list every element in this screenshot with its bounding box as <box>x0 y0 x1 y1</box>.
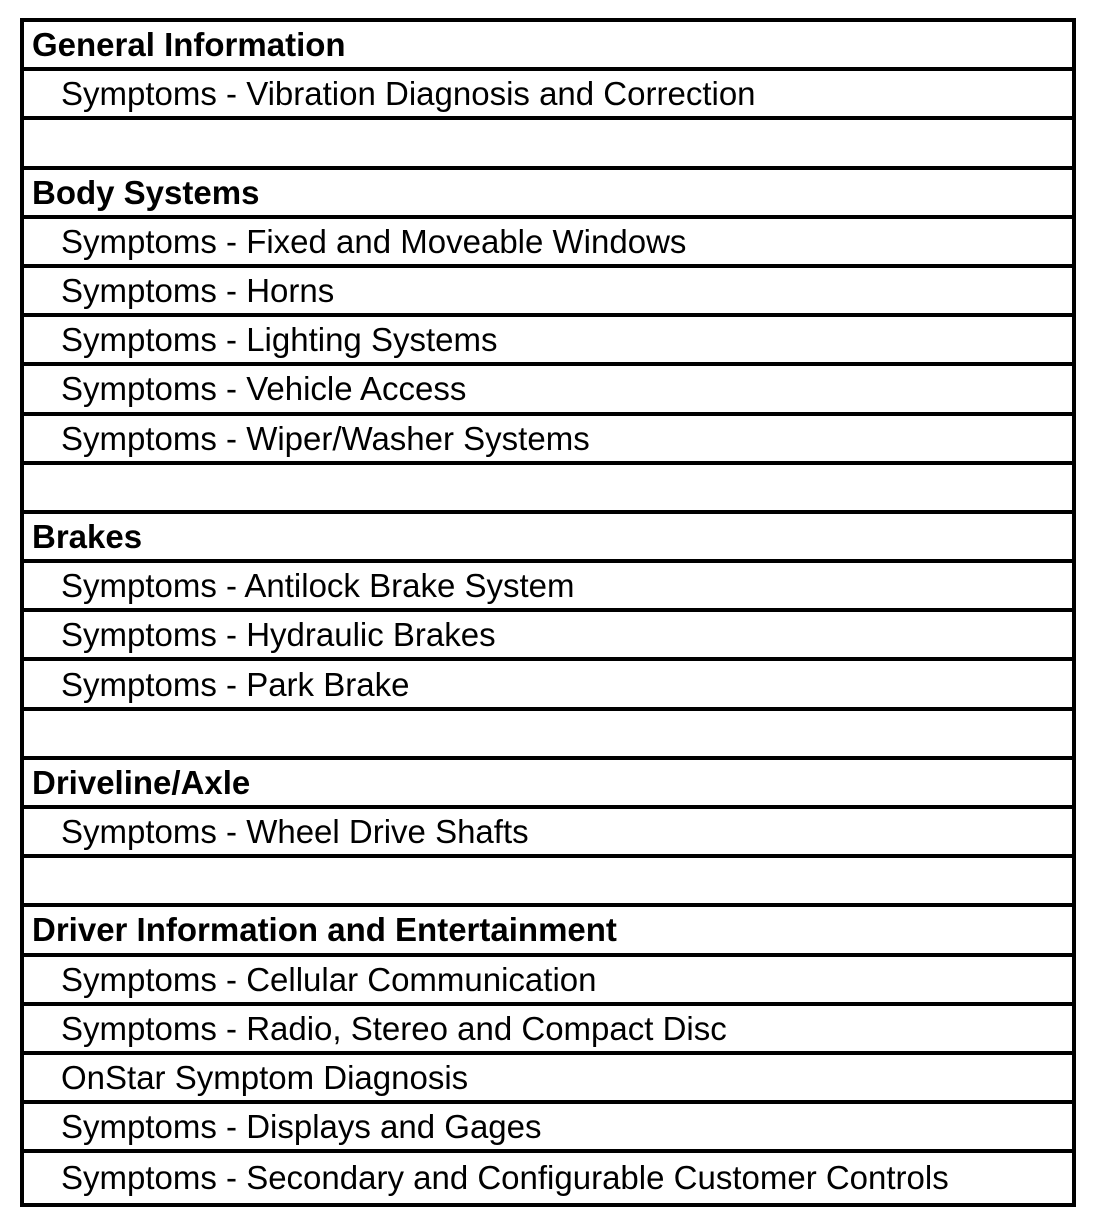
symptom-item: Symptoms - Displays and Gages <box>24 1104 1072 1153</box>
section-heading: Brakes <box>24 514 1072 563</box>
blank-row <box>24 711 1072 760</box>
blank-row <box>24 858 1072 907</box>
symptom-item: Symptoms - Secondary and Configurable Customer Controls <box>61 1159 949 1197</box>
symptom-item: Symptoms - Vibration Diagnosis and Correction <box>24 71 1072 120</box>
symptom-item: OnStar Symptom Diagnosis <box>24 1055 1072 1104</box>
section-heading: Body Systems <box>24 170 1072 219</box>
section-heading: Driver Information and Entertainment <box>24 907 1072 956</box>
symptom-item: Symptoms - Horns <box>24 268 1072 317</box>
section-heading: Driveline/Axle <box>24 760 1072 809</box>
symptom-item: Symptoms - Wiper/Washer Systems <box>24 416 1072 465</box>
symptom-item: Symptoms - Fixed and Moveable Windows <box>24 219 1072 268</box>
symptom-item: Symptoms - Cellular Communication <box>24 957 1072 1006</box>
blank-row <box>24 120 1072 169</box>
symptom-item: Symptoms - Lighting Systems <box>24 317 1072 366</box>
symptom-item: Symptoms - Antilock Brake System <box>24 563 1072 612</box>
symptom-item: Symptoms - Park Brake <box>24 661 1072 710</box>
symptom-item: Symptoms - Wheel Drive Shafts <box>24 809 1072 858</box>
symptom-item: Symptoms - Radio, Stereo and Compact Disc <box>24 1006 1072 1055</box>
symptom-item: Symptoms - Vehicle Access <box>24 366 1072 415</box>
symptom-item: Symptoms - Hydraulic Brakes <box>24 612 1072 661</box>
section-heading: General Information <box>24 22 1072 71</box>
symptom-index-table <box>20 18 1076 1207</box>
blank-row <box>24 465 1072 514</box>
